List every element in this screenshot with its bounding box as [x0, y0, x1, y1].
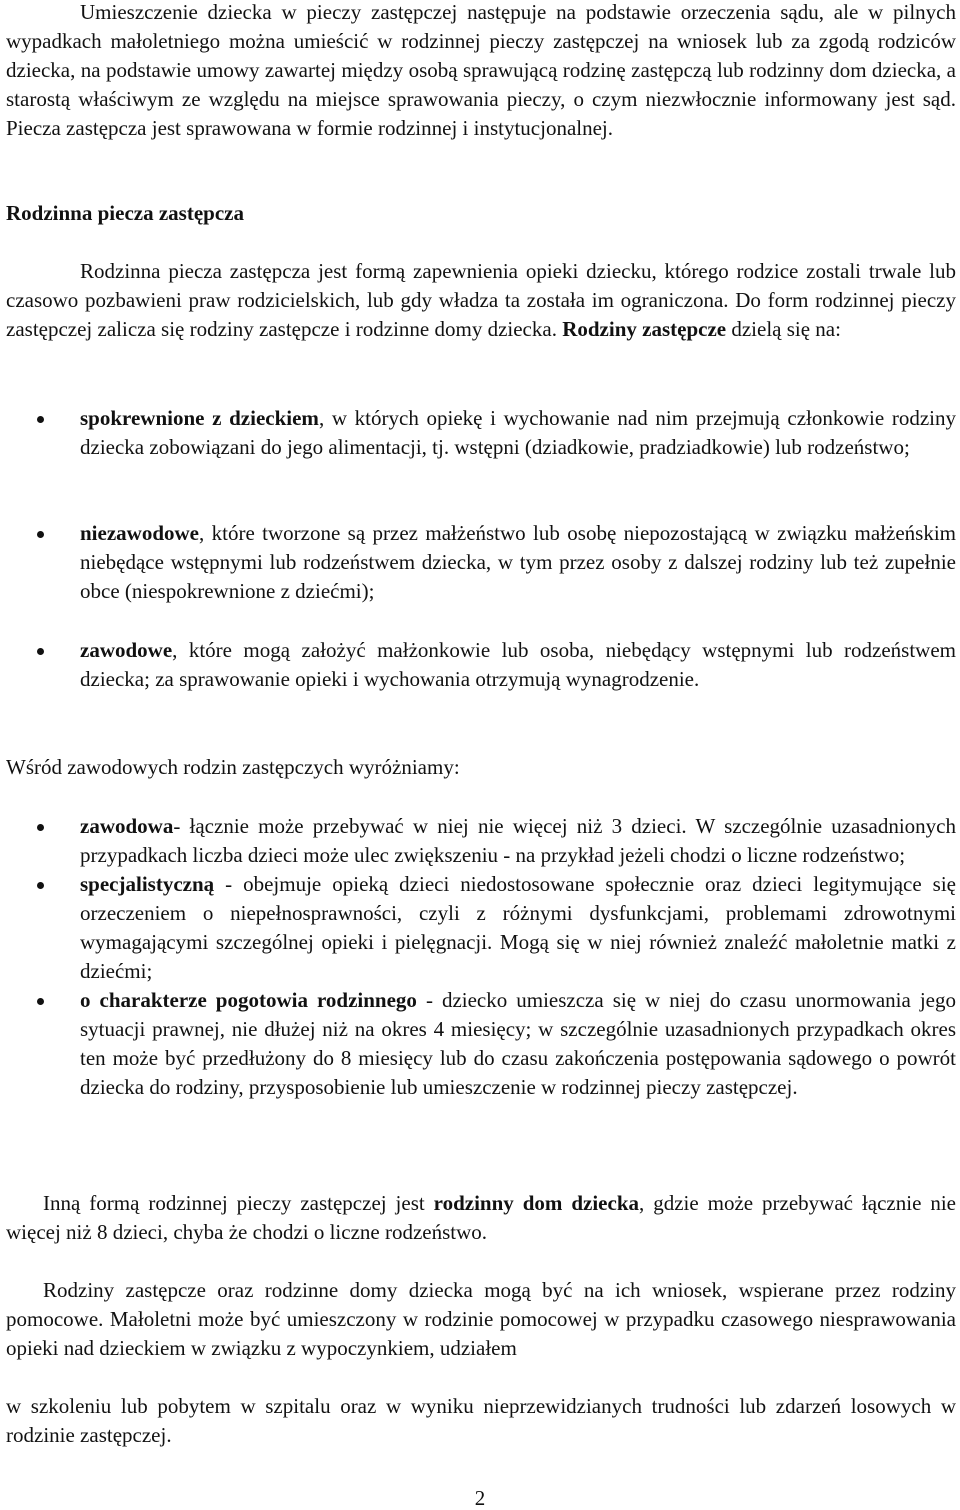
inna-forma-paragraph	[6, 1189, 956, 1247]
list-item-text: - obejmuje opieką dzieci niedostosowane społecznie oraz dzieci legitymujące się orzeczeniem o niepełnosprawności, czyli z różnymi dysfunkcjami, problemami zdrowotnymi wymagającymi szczególnej opieki i pielęgnacji. Mogą się w niej również znaleźć małoletnie matki z dziećmi;	[80, 872, 956, 983]
rodziny-rest: dzielą się na:	[726, 317, 841, 341]
list-item	[6, 870, 956, 986]
page-number: 2	[474, 1486, 486, 1510]
section-heading: Rodzinna piecza zastępcza	[6, 201, 244, 225]
inna-post: , gdzie może przebywać łącznie nie więcej niż 8 dzieci, chyba że chodzi o liczne rodzeństwo.	[6, 1191, 956, 1244]
pomocowe-paragraph	[6, 1276, 956, 1363]
bullet-icon	[37, 882, 44, 889]
pomocowe-text-1: Rodziny zastępcze oraz rodzinne domy dziecka mogą być na ich wniosek, wspierane przez rodziny pomocowe. Małoletni może być umieszczony w rodzinie pomocowej w przypadku czasowego niesprawowania opieki nad dzieckiem w związku z wypoczynkiem, udziałem	[6, 1278, 956, 1360]
list-item-bold: zawodowe	[80, 638, 173, 662]
list-item-bold: specjalistyczną	[80, 872, 215, 896]
list-item-bold: niezawodowe	[80, 521, 199, 545]
bullet-icon	[37, 648, 44, 655]
list-item-text: - dziecko umieszcza się w niej do czasu unormowania jego sytuacji prawnej, nie dłużej niż na okres 4 miesięcy; w szczególnie uzasadnionych przypadkach okres ten może być przedłużony do 8 miesięcy lub do czasu zakończenia postępowania sądowego o powrót dziecka do rodziny, przysposobienie lub umieszczenie w rodzinnej pieczy zastępczej.	[80, 988, 956, 1099]
list-item-text: , w których opiekę i wychowanie nad nim przejmują członkowie rodziny dziecka zobowiązani do jego alimentacji, tj. wstępni (dziadkowie, pradziadkowie) lub rodzeństwo;	[80, 406, 956, 459]
list-item-text: - łącznie może przebywać w niej nie więcej niż 3 dzieci. W szczególnie uzasadnionych przypadkach liczba dzieci może ulec zwiększeniu - na przykład jeżeli chodzi o liczne rodzeństwo;	[80, 814, 956, 867]
rodzinna-paragraph	[6, 257, 956, 344]
list-item	[6, 812, 956, 870]
wsrod-paragraph: Wśród zawodowych rodzin zastępczych wyróżniamy:	[6, 755, 460, 779]
list-item	[6, 636, 956, 694]
bullet-icon	[37, 416, 44, 423]
family-types-list-2	[6, 519, 956, 606]
list-item-text: , które tworzone są przez małżeństwo lub osobę niepozostającą w związku małżeńskim niebędące wstępnymi lub rodzeństwem dziecka, w tym przez osoby z dalszej rodziny lub też zupełnie obce (niespokrewnione z dziećmi);	[80, 521, 956, 603]
bullet-icon	[37, 824, 44, 831]
list-item-bold: zawodowa	[80, 814, 174, 838]
list-item	[6, 404, 956, 462]
family-types-list-3	[6, 636, 956, 694]
inna-bold: rodzinny dom dziecka	[433, 1191, 640, 1215]
inna-pre: Inną formą rodzinnej pieczy zastępczej jest	[43, 1191, 434, 1215]
intro-paragraph: Umieszczenie dziecka w pieczy zastępczej następuje na podstawie orzeczenia sądu, ale w pilnych wypadkach małoletniego można umieścić w rodzinnej pieczy zastępczej na wniosek lub za zgodą rodziców dziecka, na podstawie umowy zawartej między osobą sprawującą rodzinę zastępczą lub rodzinny dom dziecka, a starostą właściwym ze względu na miejsce sprawowania pieczy, o czym niezwłocznie informowany jest sąd. Piecza zastępcza jest sprawowana w formie rodzinnej i instytucjonalnej.	[6, 0, 956, 140]
bullet-icon	[37, 998, 44, 1005]
list-item-bold: o charakterze pogotowia rodzinnego	[80, 988, 417, 1012]
list-item	[6, 986, 956, 1102]
rodziny-bold: Rodziny zastępcze	[562, 317, 727, 341]
pomocowe-paragraph-2: w szkoleniu lub pobytem w szpitalu oraz w wyniku nieprzewidzianych trudności lub zdarzeń losowych w rodzinie zastępczej.	[6, 1394, 956, 1447]
list-item	[6, 519, 956, 606]
family-types-list	[6, 404, 956, 462]
list-item-text: , które mogą założyć małżonkowie lub osoba, niebędący wstępnymi lub rodzeństwem dziecka; za sprawowanie opieki i wychowania otrzymują wynagrodzenie.	[80, 638, 956, 691]
bullet-icon	[37, 531, 44, 538]
rodzinna-text: Rodzinna piecza zastępcza jest formą zapewnienia opieki dziecku, którego rodzice zostali trwale lub czasowo pozbawieni praw rodzicielskich, lub gdy władza ta została im ograniczona. Do form rodzinnej pieczy zastępczej zalicza się rodziny zastępcze i rodzinne domy dziecka.	[6, 259, 956, 341]
list-item-bold: spokrewnione z dzieckiem	[80, 406, 319, 430]
professional-types-list	[6, 812, 956, 1102]
